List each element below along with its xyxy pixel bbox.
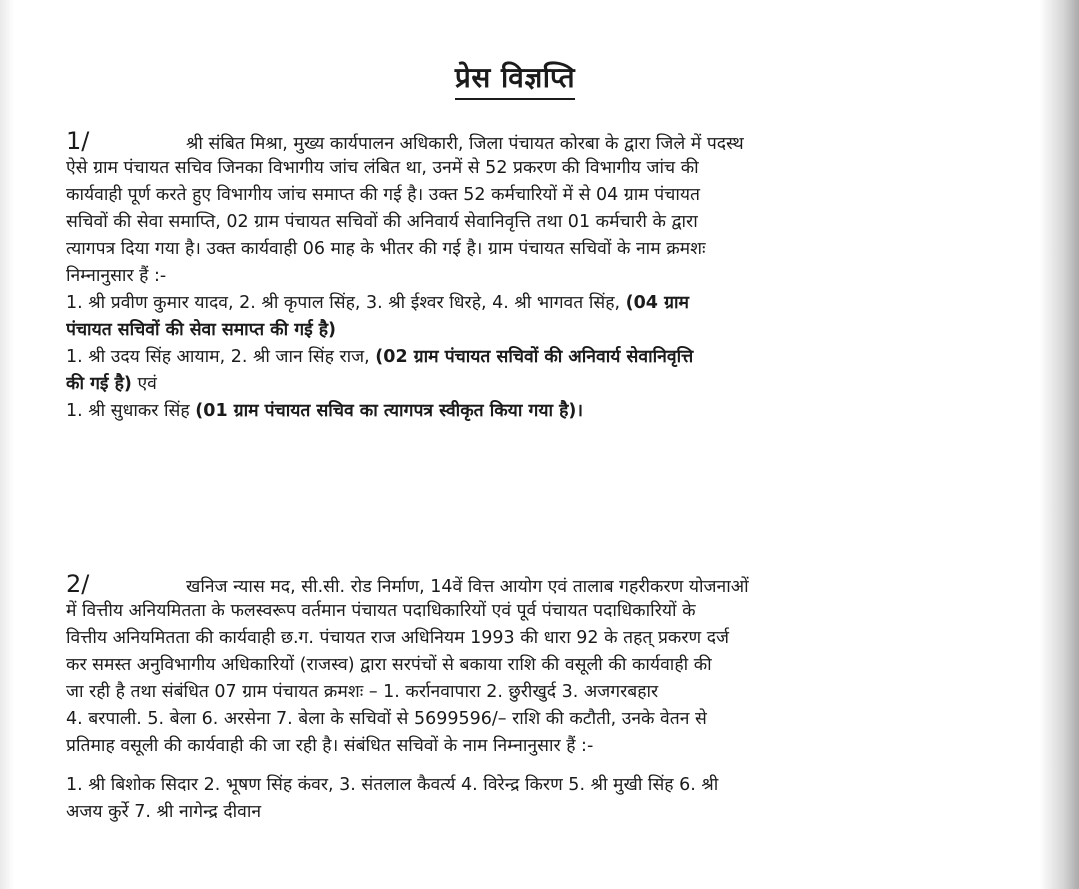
section-1-line-6: निम्नानुसार हैं :- (66, 266, 167, 286)
section-2-line-2: में वित्तीय अनियमितता के फलस्वरूप वर्तमान पंचायत पदाधिकारियों एवं पूर्व पंचायत पदाधिकारियों के (66, 601, 696, 621)
page-title (0, 58, 1030, 96)
section-1-line-3: कार्यवाही पूर्ण करते हुए विभागीय जांच समाप्त की गई है। उक्त 52 कर्मचारियों में से 04 ग्राम पंचायत (66, 185, 700, 205)
retirement-note: की गई है) एवं (66, 374, 157, 394)
spacer (66, 760, 966, 772)
retirement-list: 1. श्री उदय सिंह आयाम, 2. श्री जान सिंह राज, (02 ग्राम पंचायत सचिवों की अनिवार्य सेवानिवृत्ति (66, 347, 694, 367)
termination-note: पंचायत सचिवों की सेवा समाप्त की गई है) (66, 320, 337, 340)
section-1-line-5: त्यागपत्र दिया गया है। उक्त कार्यवाही 06 माह के भीतर की गई है। ग्राम पंचायत सचिवों के नाम क्रमशः (66, 239, 706, 259)
section-1-number: 1/ (66, 128, 90, 155)
section-2-line-3: वित्तीय अनियमितता की कार्यवाही छ.ग. पंचायत राज अधिनियम 1993 की धारा 92 के तहत् प्रकरण दर्ज (66, 628, 729, 648)
section-1-line-4: सचिवों की सेवा समाप्ति, 02 ग्राम पंचायत सचिवों की अनिवार्य सेवानिवृत्ति तथा 01 कर्मचारी के द्वारा (66, 212, 698, 232)
section-2-line-5: जा रही है तथा संबंधित 07 ग्राम पंचायत क्रमशः – 1. कर्रानवापारा 2. छुरीखुर्द 3. अजगरबहार (66, 682, 659, 702)
section-2-number: 2/ (66, 571, 90, 598)
section-2-line-1: 2/ खनिज न्यास मद, सी.सी. रोड निर्माण, 14वें वित्त आयोग एवं तालाब गहरीकरण योजनाओं (66, 571, 749, 598)
page-edge-shadow (1039, 0, 1079, 889)
resignation-list: 1. श्री सुधाकर सिंह (01 ग्राम पंचायत सचिव का त्यागपत्र स्वीकृत किया गया है)। (66, 401, 584, 421)
section-2-line-6: 4. बरपाली. 5. बेला 6. अरसेना 7. बेला के सचिवों से 5699596/– राशि की कटौती, उनके वेतन से (66, 709, 707, 729)
secretary-names-line-2: अजय कुर्रे 7. श्री नागेन्द्र दीवान (66, 802, 262, 822)
termination-list: 1. श्री प्रवीण कुमार यादव, 2. श्री कृपाल सिंह, 3. श्री ईश्वर धिरहे, 4. श्री भागवत सिंह, (04 ग्राम (66, 293, 689, 313)
section-1 (66, 128, 966, 425)
section-1-line-2: ऐसे ग्राम पंचायत सचिव जिनका विभागीय जांच लंबित था, उनमें से 52 प्रकरण की विभागीय जांच की (66, 158, 699, 178)
section-2-line-4: कर समस्त अनुविभागीय अधिकारियों (राजस्व) द्वारा सरपंचों से बकाया राशि की वसूली की कार्यवाही की (66, 655, 712, 675)
section-2-line-7: प्रतिमाह वसूली की कार्यवाही की जा रही है। संबंधित सचिवों के नाम निम्नानुसार हैं :- (66, 736, 594, 756)
section-2 (66, 571, 966, 826)
section-1-line-1: 1/ श्री संबित मिश्रा, मुख्य कार्यपालन अधिकारी, जिला पंचायत कोरबा के द्वारा जिले में पदस्थ (66, 128, 744, 155)
title-text: प्रेस विज्ञप्ति (455, 61, 575, 100)
secretary-names-line-1: 1. श्री बिशोक सिदार 2. भूषण सिंह कंवर, 3. संतलाल कैवर्त्य 4. विरेन्द्र किरण 5. श्री मुखी सिंह 6. श्री (66, 775, 719, 795)
